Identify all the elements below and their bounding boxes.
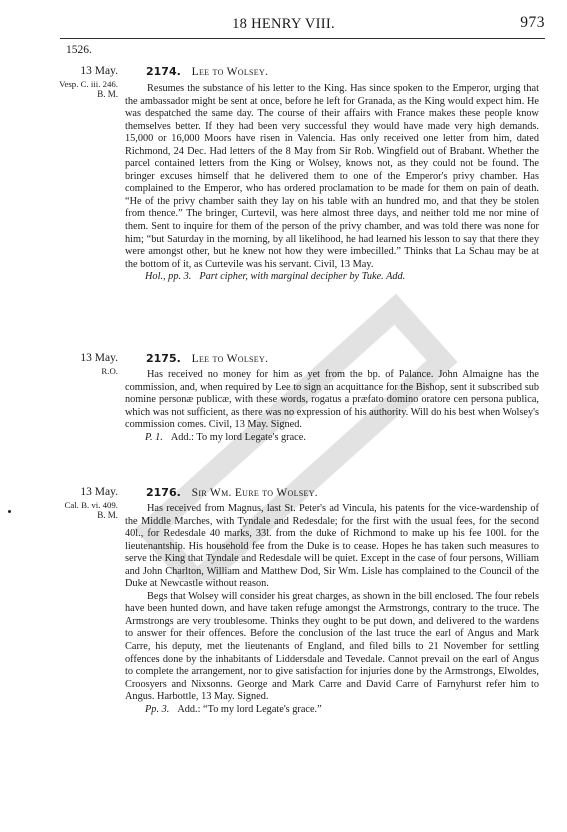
entry-date: 13 May. [80, 486, 118, 498]
page-number: 973 [520, 14, 545, 31]
entry-paragraph: Has received from Magnus, last St. Peter's ad Vincula, his patents for the vice-wardenship of the Middle Marches, with Tyndale and Redesdale; for the first with the usual fees, for the second 40l., for Redesdale 40 marks, 33l. from the duke of Richmond to make up his fee 100l. for the lieutenantship. His household fee from the Duke is to cease. Hopes he has taken such measures to serve the King that Tyndale and Redesdale will be quiet. Except in the case of four persons, William and John Charlton, William and Matthew Dod, Sir Wm. Lisle has complained to the Council of the Duke at Newcastle without reason. [125, 503, 539, 590]
note-text: Add.: “To my lord Legate's grace.” [177, 703, 322, 715]
entry-paragraph: Begs that Wolsey will consider his great charges, as shown in the bill enclosed. The four rebels have been hunted down, and have taken refuge amongst the Armstrongs, contrary to the truce. The Armstrongs are very troublesome. Thinks they ought to be put down, and delivered to the wardens to answer for their offences. Before the conclusion of the last truce the earl of Angus and Mark Carre, his deputy, met the lieutenants of England, and filed bills to 21 November for settling offences done by the inhabitants of Liddersdale and Tevedale. Cannot prevail on the earl of Angus to complete the arrangement, nor to give satisfaction for injuries done by the Armstrongs, Elwoldes, Croosyers and Nixsonns. George and Mark Carre and David Carre of Farnyhurst refer him to Angus. Harbottle, 13 May. Signed. [125, 590, 539, 703]
entry-note [125, 432, 539, 445]
entry-title: Lee to Wolsey. [191, 353, 269, 365]
note-text: Add.: To my lord Legate's grace. [170, 431, 306, 443]
note-label: Hol., pp. 3. [145, 271, 192, 283]
entry-number: 2176. [146, 486, 181, 499]
page-header [0, 14, 567, 40]
year-label: 1526. [66, 44, 92, 56]
entry-body [125, 369, 539, 444]
header-rule [60, 38, 545, 39]
entry-number: 2174. [146, 65, 181, 78]
entry-margin [52, 352, 118, 376]
entry-paragraph: Resumes the substance of his letter to the King. Has since spoken to the Emperor, urging that the ambassador might be sent at once, before he left for Granada, as the King would expect him. He was despatched the same day. The course of their affairs with France makes these people know themselves better. If they had been very successful they would have made very high demands. 15,000 or 16,000 Moors have risen in Valencia. Has only received one letter from him, dated Richmond, 24 Dec. Had letters of the 8 May from Sir Rob. Wingfield out of Brabant. Whether the parcel contained letters from the King or Wolsey, knows not, as they could not be found. The bringer excuses himself that he delivered them to one of the Emperor's privy chamber. Has complained to the Emperor, who has ordered proclamation to be made for them on pain of death. “He of the privy chamber saith they lay on his table with an hundred mo, and that they be stolen from thence.” The bringer, Curtevil, was here almost three days, and neither told me nor mine of them. Sent to inquire for them of the person of the privy chamber, and was told there was none for him; “but Saturday in the morning, by all likelihood, he had learned his lesson to say that there they were amongst other, but he knew not how they were imbecilled.” Thinks that La Schau may be at the bottom of it, as Curtevile was his servant. Civil, 13 May. [125, 83, 539, 270]
entry-heading [146, 352, 268, 365]
entry-note [125, 271, 539, 284]
entry-source: Cal. B. vi. 409. [64, 500, 118, 510]
entry-source: R.O. [101, 366, 118, 376]
entry-paragraph: Has received no money for him as yet from the bp. of Palance. John Almaigne has the commission, and, when required by Lee to sign an acquittance for the Bishop, sent it subscribed sub nomine personæ publicæ, with these words, rogatus a præfato domino oratore cen persona publica, which was not sufficient, as there was no expression of his authority. Will do his best when Wolsey's commission comes. Civil, 13 May. Signed. [125, 369, 539, 431]
running-title: 18 HENRY VIII. [232, 16, 335, 32]
entry-heading [146, 65, 268, 78]
note-text: Part cipher, with marginal decipher by Tuke. Add. [199, 271, 406, 283]
note-label: Pp. 3. [145, 703, 170, 715]
entry-location: B. M. [97, 89, 118, 99]
entry-margin [52, 486, 118, 521]
entry-note [125, 704, 539, 717]
entry-date: 13 May. [80, 352, 118, 364]
entry-heading [146, 486, 318, 499]
entry-margin [52, 65, 118, 100]
entry-body [125, 503, 539, 716]
entry-source: Vesp. C. iii. 246. [59, 79, 118, 89]
entry-title: Lee to Wolsey. [191, 66, 269, 78]
entry-location: B. M. [97, 510, 118, 520]
entry-date: 13 May. [80, 65, 118, 77]
entry-title: Sir Wm. Eure to Wolsey. [191, 487, 318, 499]
margin-dot [8, 510, 11, 513]
entry-body [125, 83, 539, 284]
entry-number: 2175. [146, 352, 181, 365]
note-label: P. 1. [145, 431, 163, 443]
